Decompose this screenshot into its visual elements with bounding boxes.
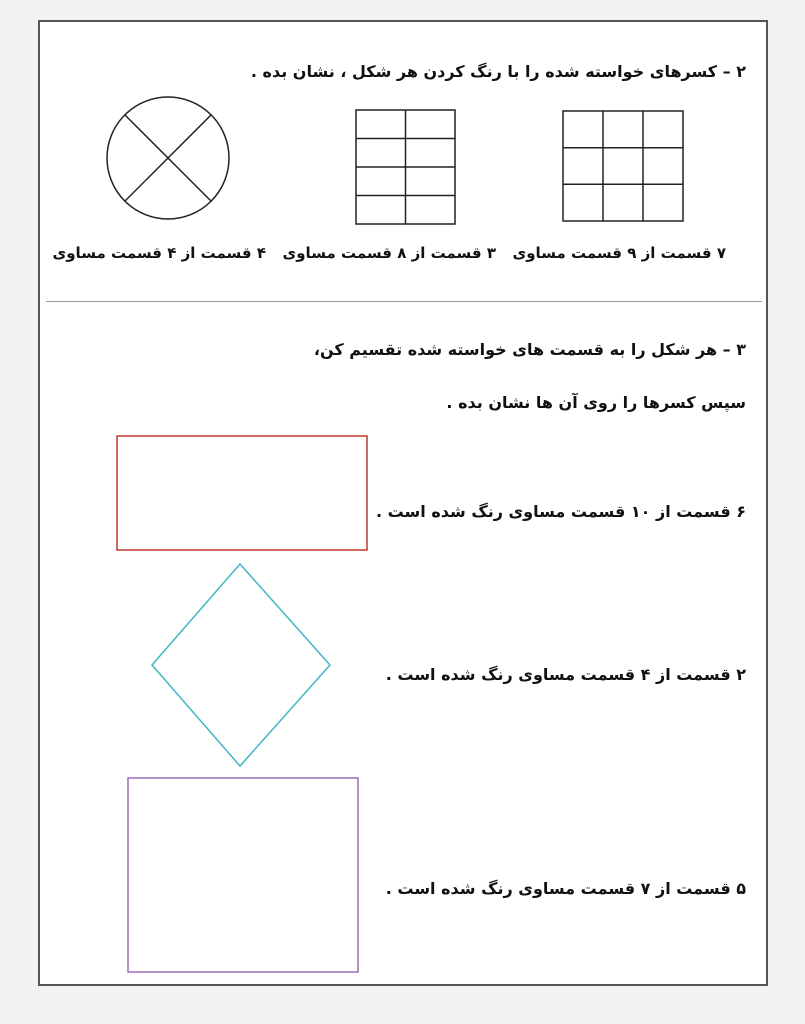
grid-2x4 bbox=[356, 110, 455, 224]
label-grid-2x4: ۳ قسمت از ۸ قسمت مساوی bbox=[282, 244, 496, 262]
worksheet-page bbox=[38, 20, 768, 986]
label-purple-rectangle: ۵ قسمت از ۷ قسمت مساوی رنگ شده است . bbox=[385, 879, 746, 898]
circle-divided-four bbox=[107, 97, 229, 219]
label-circle: ۴ قسمت از ۴ قسمت مساوی bbox=[52, 244, 266, 262]
grid-3x3 bbox=[563, 111, 683, 221]
section3-instruction-line1: ۳ – هر شکل را به قسمت های خواسته شده تقسیم کن، bbox=[313, 340, 746, 359]
section-divider bbox=[46, 301, 762, 302]
label-red-rectangle: ۶ قسمت از ۱۰ قسمت مساوی رنگ شده است . bbox=[375, 502, 746, 521]
section2-instruction: ۲ – کسرهای خواسته شده را با رنگ کردن هر شکل ، نشان بده . bbox=[250, 62, 746, 81]
section3-instruction-line2: سپس کسرها را روی آن ها نشان بده . bbox=[446, 393, 746, 412]
label-cyan-diamond: ۲ قسمت از ۴ قسمت مساوی رنگ شده است . bbox=[385, 665, 746, 684]
purple-rectangle bbox=[128, 778, 358, 972]
label-grid-3x3: ۷ قسمت از ۹ قسمت مساوی bbox=[512, 244, 726, 262]
red-rectangle bbox=[117, 436, 367, 550]
cyan-diamond bbox=[152, 564, 330, 766]
